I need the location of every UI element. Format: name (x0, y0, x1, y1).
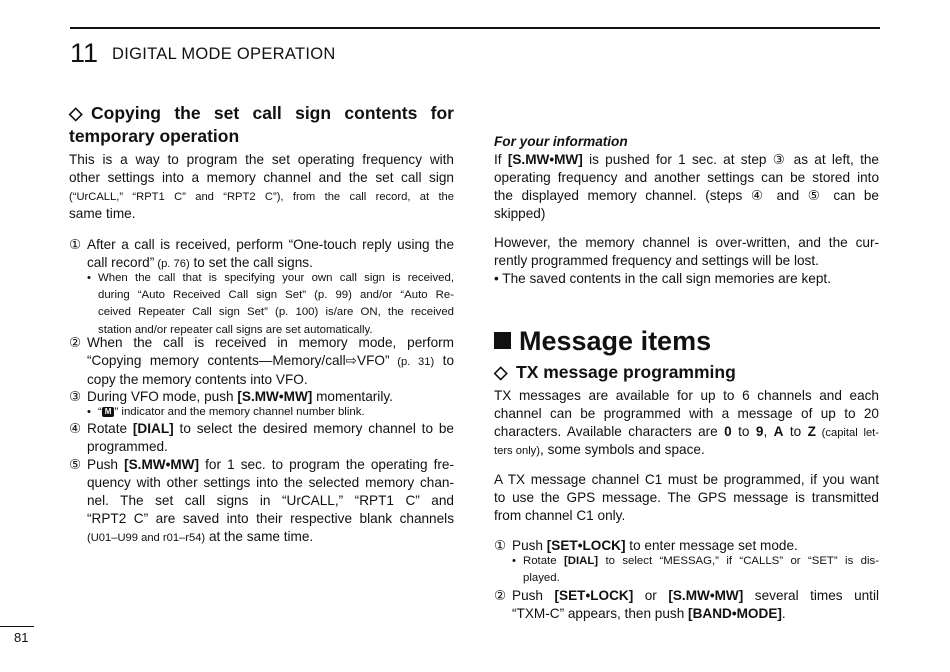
key-label: [S.MW•MW] (507, 152, 583, 167)
bullet-note-3: • “ M ” indicator and the memory channel number blink. (87, 406, 365, 418)
key-label: [S.MW•MW] (237, 389, 313, 404)
subsection-title: ◇ TX message programming (494, 362, 736, 382)
message-bullet-1: • Rotate [DIAL] to select “MESSAG,” if “CALLS” or “SET” is dis- played. (512, 555, 879, 585)
key-label: [SET•LOCK] (554, 588, 634, 603)
tx-line: ters only), some symbols and space. (494, 442, 705, 457)
diamond-icon: ◇ (69, 103, 83, 123)
key-label: [SET•LOCK] (546, 538, 626, 553)
key-label: [S.MW•MW] (124, 457, 200, 472)
arrow-icon: ⇨ (345, 353, 357, 368)
tx-line: TX messages are available for up to 6 channels and each (494, 388, 879, 403)
circled-number: ② (494, 588, 507, 603)
paragraph-line: However, the memory channel is over-written, and the cur- (494, 235, 879, 250)
page-number-rule (0, 626, 34, 627)
step-5: ⑤ Push [S.MW•MW] for 1 sec. to program the operating fre- quency with other settings into the selected memory chan- nel. The set call signs in “UrCALL,” “RPT1 C” and “RPT2 C” are saved into their respective blank channels (U01–U99 and r01–r54) at the same time. (69, 457, 455, 544)
key-label: [DIAL] (563, 555, 599, 567)
header-rule (70, 27, 880, 29)
memory-indicator-icon: M (102, 407, 115, 417)
section-title: Message items (494, 325, 879, 357)
left-heading-line2: temporary operation (69, 126, 240, 146)
step-3: ③ During VFO mode, push [S.MW•MW] momentarily. (69, 389, 393, 404)
paragraph-line: rently programmed frequency and settings will be lost. (494, 253, 819, 268)
bullet-note-1: • When the call that is specifying your own call sign is received, during “Auto Received Call sign Set” (p. 99) and/or “Auto Re- ceived Repeater Call sign Set” (p. 100) is/are ON, the received station and/or repeater call signs are set automatically. (87, 272, 454, 336)
c1-line: to use the GPS message. The GPS message is transmitted (494, 490, 879, 505)
key-label: [S.MW•MW] (668, 588, 744, 603)
circled-number: ① (494, 538, 507, 553)
step-4: ④ Rotate [DIAL] to select the desired memory channel to be programmed. (69, 421, 454, 454)
fyi-line: If [S.MW•MW] is pushed for 1 sec. at step ③ as at left, the (494, 152, 879, 167)
chapter-title: DIGITAL MODE OPERATION (112, 45, 336, 63)
page-number: 81 (14, 630, 29, 645)
intro-line: This is a way to program the set operating frequency with (69, 152, 454, 167)
intro-line: other settings into a memory channel and the set call sign (69, 170, 454, 185)
c1-line: from channel C1 only. (494, 508, 626, 523)
step-2: ② When the call is received in memory mode, perform “Copying memory contents—Memory/call⇨VFO” (p. 31) to copy the memory contents into VFO. (69, 335, 454, 387)
circled-number: ⑤ (69, 457, 82, 472)
fyi-line: the displayed memory channel. (steps ④ and ⑤ can be (494, 188, 879, 203)
fyi-line: skipped) (494, 206, 546, 221)
diamond-icon: ◇ (494, 362, 508, 382)
tx-line: characters. Available characters are 0 to 9, A to Z (capital let- (494, 424, 880, 439)
message-step-1: ① Push [SET•LOCK] to enter message set mode. (494, 538, 798, 553)
step-1: ① After a call is received, perform “One-touch reply using the call record” (p. 76) to set the call signs. (69, 237, 454, 270)
left-heading-line1: ◇ Copying the set call sign contents for (69, 103, 454, 123)
circled-number: ③ (69, 389, 82, 404)
key-label: [BAND•MODE] (688, 606, 782, 621)
circled-number: ① (69, 237, 82, 252)
intro-line: same time. (69, 206, 136, 221)
tx-line: channel can be programmed with a message of up to 20 (494, 406, 879, 421)
c1-line: A TX message channel C1 must be programmed, if you want (494, 472, 879, 487)
circled-number: ② (69, 335, 82, 350)
fyi-title: For your information (494, 134, 628, 149)
key-label: [DIAL] (132, 421, 174, 436)
bullet-saved: • The saved contents in the call sign memories are kept. (494, 271, 831, 286)
fyi-line: operating frequency and another settings can be stored into (494, 170, 879, 185)
intro-line: (“UrCALL,” “RPT1 C” and “RPT2 C”), from the call record, at the (69, 191, 454, 203)
circled-number: ④ (69, 421, 82, 436)
square-icon (494, 332, 511, 349)
message-step-2: ② Push [SET•LOCK] or [S.MW•MW] several times until “TXM-C” appears, then push [BAND•MODE]. (494, 588, 880, 621)
chapter-number: 11 (70, 38, 99, 68)
